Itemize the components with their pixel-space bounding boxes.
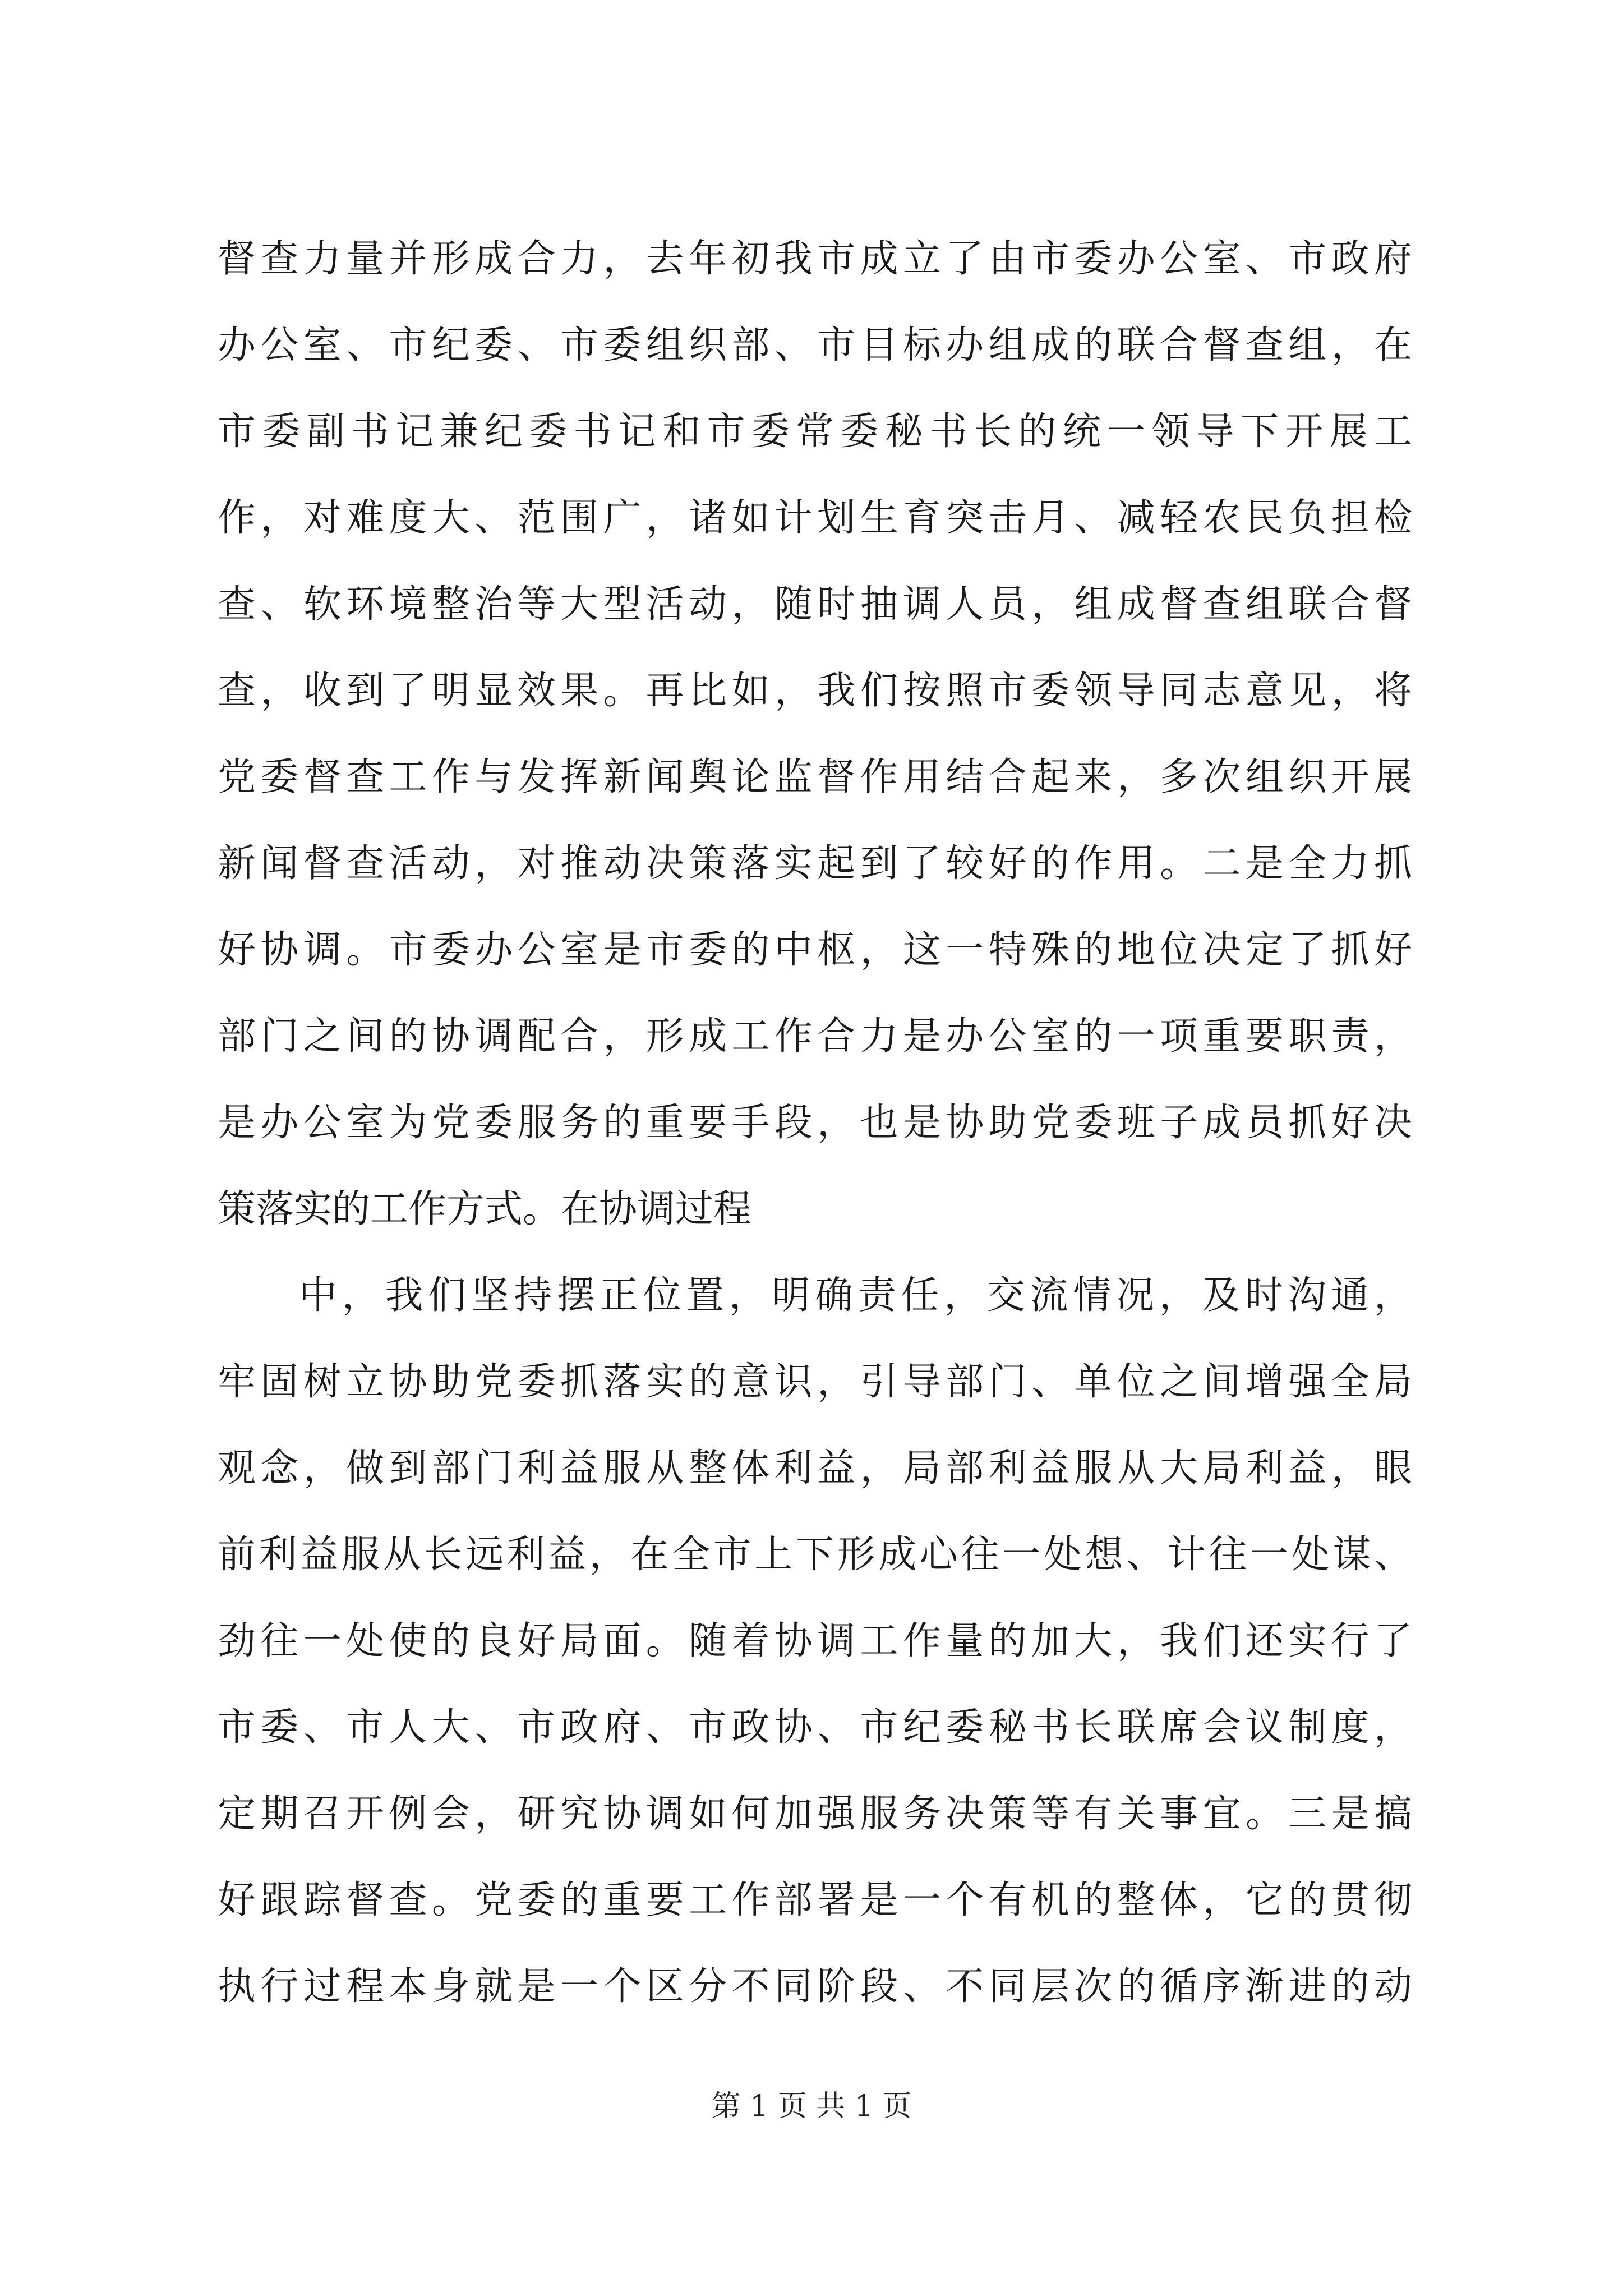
- text-line: 市委副书记兼纪委书记和市委常委秘书长的统一领导下开展工: [218, 409, 1412, 454]
- text-line: 牢固树立协助党委抓落实的意识，引导部门、单位之间增强全局: [218, 1360, 1412, 1404]
- text-line: 观念，做到部门利益服从整体利益，局部利益服从大局利益，眼: [218, 1446, 1412, 1490]
- text-line: 作，对难度大、范围广，诸如计划生育突击月、减轻农民负担检: [218, 496, 1412, 540]
- text-line: 前利益服从长远利益，在全市上下形成心往一处想、计往一处谋、: [218, 1533, 1412, 1577]
- text-line: 是办公室为党委服务的重要手段，也是协助党委班子成员抓好决: [218, 1101, 1412, 1145]
- text-line: 劲往一处使的良好局面。随着协调工作量的加大，我们还实行了: [218, 1619, 1412, 1663]
- page-footer: 第 1 页 共 1 页: [711, 2090, 912, 2123]
- text-line: 新闻督查活动，对推动决策落实起到了较好的作用。二是全力抓: [218, 841, 1412, 886]
- text-line: 策落实的工作方式。在协调过程: [218, 1187, 752, 1231]
- text-line: 查，收到了明显效果。再比如，我们按照市委领导同志意见，将: [218, 669, 1412, 713]
- text-line-indented: 中，我们坚持摆正位置，明确责任，交流情况，及时沟通，: [299, 1273, 1412, 1318]
- text-line: 定期召开例会，研究协调如何加强服务决策等有关事宜。三是搞: [218, 1792, 1412, 1836]
- text-line: 好协调。市委办公室是市委的中枢，这一特殊的地位决定了抓好: [218, 928, 1412, 972]
- text-line: 好跟踪督查。党委的重要工作部署是一个有机的整体，它的贯彻: [218, 1878, 1412, 1922]
- text-line: 市委、市人大、市政府、市政协、市纪委秘书长联席会议制度，: [218, 1705, 1412, 1750]
- text-line: 部门之间的协调配合，形成工作合力是办公室的一项重要职责，: [218, 1014, 1412, 1059]
- body-text: [218, 216, 1412, 2030]
- text-line: 督查力量并形成合力，去年初我市成立了由市委办公室、市政府: [218, 237, 1412, 281]
- text-line: 党委督查工作与发挥新闻舆论监督作用结合起来，多次组织开展: [218, 755, 1412, 799]
- text-line: 查、软环境整治等大型活动，随时抽调人员，组成督查组联合督: [218, 582, 1412, 627]
- text-line: 执行过程本身就是一个区分不同阶段、不同层次的循序渐进的动: [218, 1964, 1412, 2009]
- text-line: 办公室、市纪委、市委组织部、市目标办组成的联合督查组，在: [218, 323, 1412, 367]
